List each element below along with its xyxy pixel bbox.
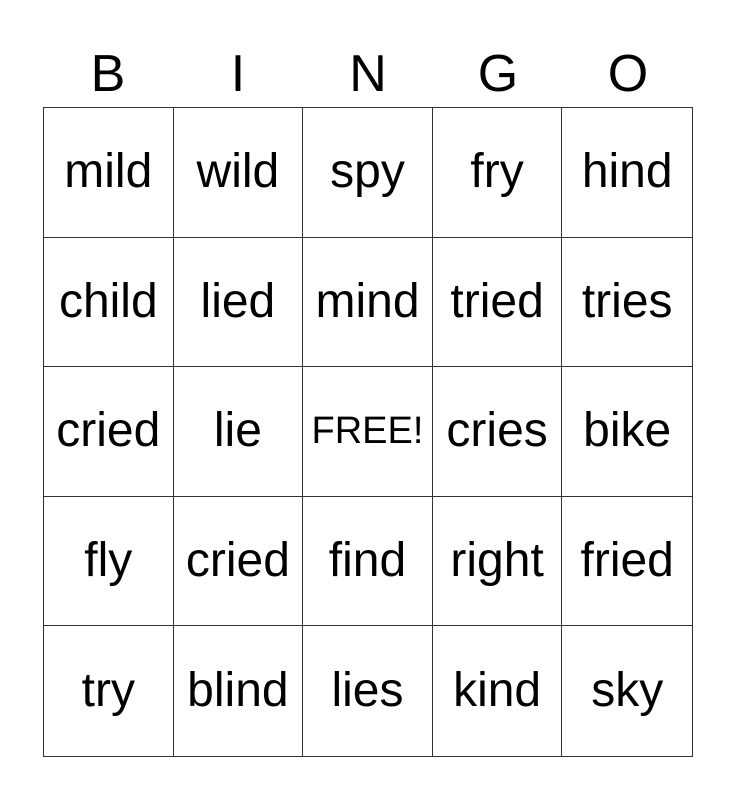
bingo-cell[interactable]: right [433,497,563,627]
bingo-board [43,107,693,757]
bingo-cell[interactable]: lie [174,367,304,497]
bingo-cell[interactable]: hind [562,108,692,238]
bingo-cell[interactable]: cried [44,367,174,497]
bingo-cell[interactable]: fly [44,497,174,627]
bingo-cell[interactable]: wild [174,108,304,238]
bingo-cell[interactable]: child [44,238,174,368]
bingo-cell[interactable]: blind [174,626,304,756]
bingo-cell[interactable]: tries [562,238,692,368]
bingo-cell[interactable]: try [44,626,174,756]
header-letter-n: N [349,45,387,103]
free-space-cell[interactable]: FREE! [303,367,433,497]
bingo-cell[interactable]: fry [433,108,563,238]
bingo-cell[interactable]: lies [303,626,433,756]
header-letter-g: G [477,45,519,103]
header-letter-i: I [230,45,246,103]
bingo-cell[interactable]: fried [562,497,692,627]
header-letter-o: O [607,45,649,103]
bingo-cell[interactable]: mind [303,238,433,368]
bingo-cell[interactable]: sky [591,664,664,718]
bingo-cell[interactable]: bike [562,367,692,497]
bingo-cell[interactable]: tried [433,238,563,368]
bingo-cell[interactable]: lied [174,238,304,368]
bingo-cell[interactable]: cried [174,497,304,627]
bingo-cell[interactable]: mild [44,108,174,238]
bingo-cell[interactable]: find [303,497,433,627]
header-letter-b: B [90,45,126,103]
bingo-header [43,42,693,106]
bingo-cell[interactable]: cries [433,367,563,497]
bingo-cell[interactable]: spy [303,108,433,238]
bingo-cell[interactable]: kind [433,626,563,756]
